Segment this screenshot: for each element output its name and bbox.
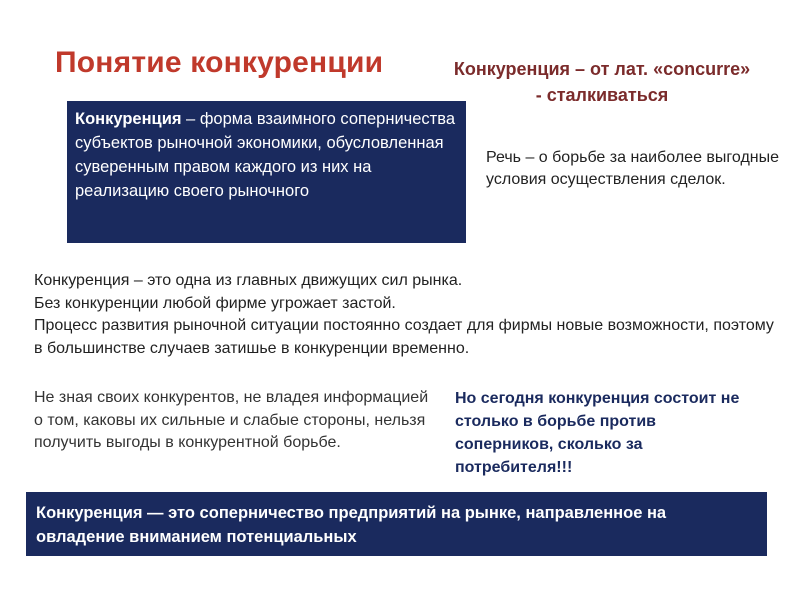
definition-box xyxy=(67,101,466,243)
slide-title: Понятие конкуренции xyxy=(55,46,384,79)
etymology-note xyxy=(416,56,788,108)
main-paragraph xyxy=(34,270,774,360)
competitors-knowledge-text: Не зная своих конкурентов, не владея информацией о том, каковы их сильные и слабые стороны, нельзя получить выгоды в конкурентной борьбе. xyxy=(34,387,434,455)
definition-term: Конкуренция xyxy=(75,110,182,128)
etymology-line-2: - сталкиваться xyxy=(535,85,669,105)
bottom-definition-text: Конкуренция — это соперничество предприятий на рынке, направленное на овладение вниманием потенциальных xyxy=(36,504,667,546)
definition-body: – форма взаимного соперничества субъектов рыночной экономики, обусловленная суверенным правом каждого из них на реализацию своего рыночного xyxy=(75,110,455,200)
speech-note: Речь – о борьбе за наиболее выгодные условия осуществления сделок. xyxy=(486,149,780,188)
definition-text xyxy=(67,101,466,203)
paragraph-line-2: Без конкуренции любой фирме угрожает застой. xyxy=(34,294,396,312)
paragraph-line-1: Конкуренция – это одна из главных движущих сил рынка. xyxy=(34,272,463,289)
paragraph-line-3: Процесс развития рыночной ситуации постоянно создает для фирмы новые возможности, поэтому в большинстве случаев затишье в конкуренции временно. xyxy=(34,317,774,357)
bottom-definition-box xyxy=(26,492,767,556)
etymology-line-1: Конкуренция – от лат. «concurre» xyxy=(453,59,751,79)
consumer-emphasis-text: Но сегодня конкуренция состоит не столько в борьбе против соперников, сколько за потребителя!!! xyxy=(455,390,740,476)
